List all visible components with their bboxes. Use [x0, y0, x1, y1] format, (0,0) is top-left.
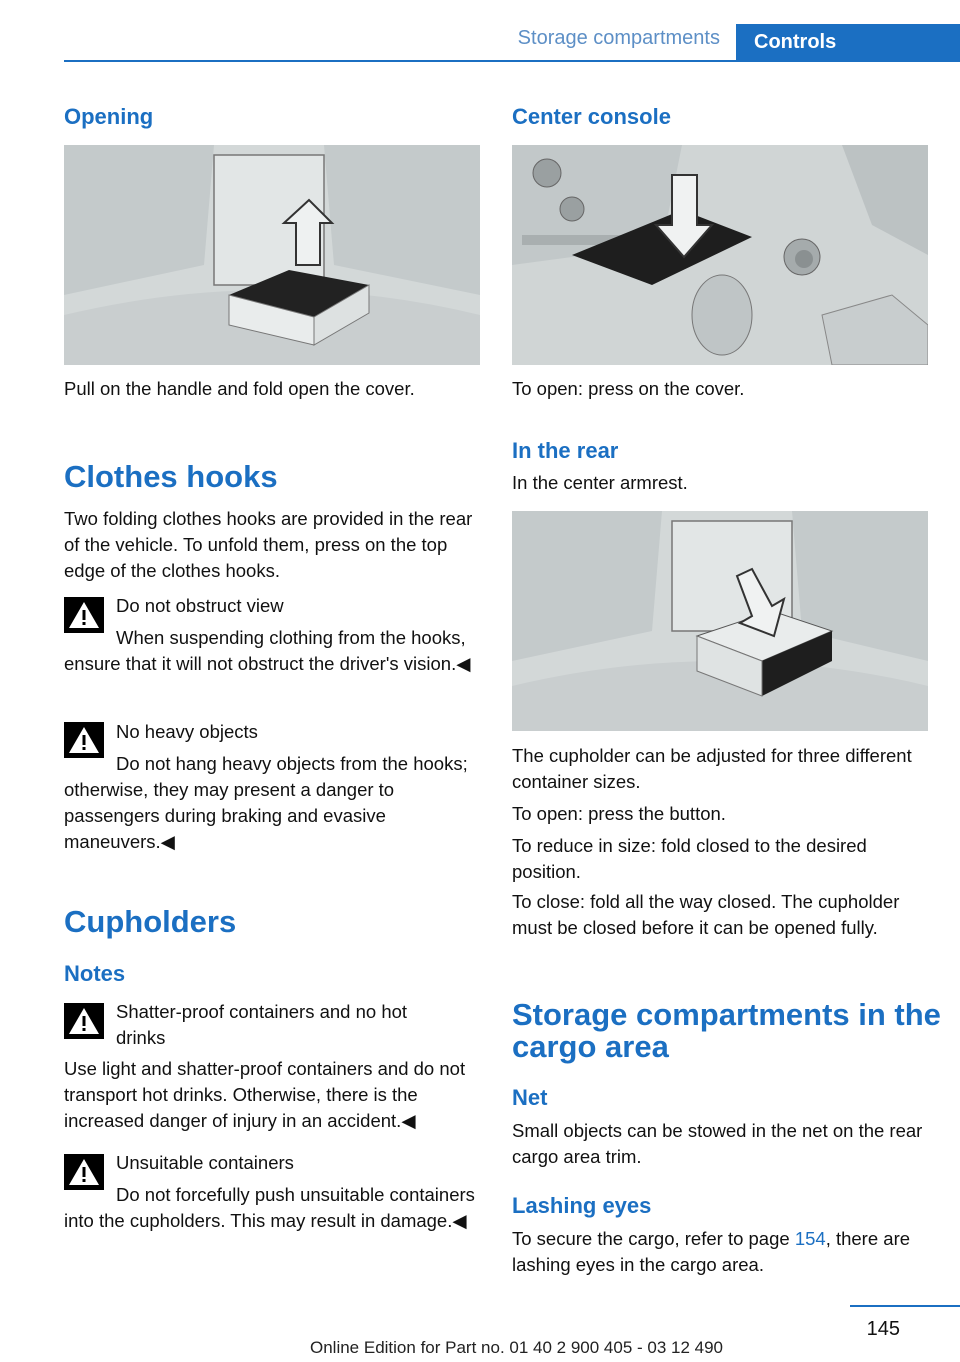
armrest-opening-image	[64, 145, 480, 365]
lashing-eyes-text	[512, 1226, 932, 1278]
header-section-title: Storage compartments	[517, 27, 720, 49]
opening-heading: Opening	[64, 104, 154, 129]
lashing-eyes-text-a: To secure the cargo, refer to page	[512, 1228, 795, 1249]
center-console-image	[512, 145, 928, 365]
center-console-heading: Center console	[512, 104, 671, 129]
warning-title-shatterproof: Shatter-proof containers and no hot drinks	[116, 1001, 408, 1048]
footer-rule	[850, 1305, 960, 1307]
clothes-hooks-text: Two folding clothes hooks are provided in the rear of the vehicle. To unfold them, press on the top edge of the clothes hooks.	[64, 508, 473, 581]
cargo-storage-heading: Storage compartments in the cargo area	[512, 997, 941, 1064]
warning-title-heavy: No heavy objects	[116, 721, 258, 742]
cupholders-heading: Cupholders	[64, 904, 237, 939]
header-chapter-tab	[736, 24, 960, 62]
warning-text-obstruct: When suspending clothing from the hooks, ensure that it will not obstruct the driver's vision.◀	[64, 627, 471, 674]
notes-heading: Notes	[64, 961, 126, 986]
lashing-eyes-heading: Lashing eyes	[512, 1193, 652, 1218]
page-number: 145	[866, 1318, 900, 1340]
warning-icon	[64, 1003, 104, 1039]
cupholder-close-text: To close: fold all the way closed. The cupholder must be closed before it can be opened fully.	[512, 891, 900, 938]
warning-text-unsuitable: Do not forcefully push unsuitable containers into the cupholders. This may result in damage.◀	[64, 1184, 475, 1231]
center-console-text: To open: press on the cover.	[512, 378, 745, 399]
opening-text: Pull on the handle and fold open the cover.	[64, 378, 415, 399]
cupholder-open-text: To open: press the button.	[512, 803, 726, 824]
in-the-rear-text: In the center armrest.	[512, 472, 688, 493]
footer-edition: Online Edition for Part no. 01 40 2 900 405 - 03 12 490	[310, 1338, 724, 1357]
warning-text-heavy: Do not hang heavy objects from the hooks; otherwise, they may present a danger to passengers during braking and evasive maneuvers.◀	[64, 753, 468, 852]
warning-text-shatterproof: Use light and shatter-proof containers and do not transport hot drinks. Otherwise, there is the increased danger of injury in an accident.◀	[64, 1058, 466, 1131]
warning-title-unsuitable: Unsuitable containers	[116, 1152, 294, 1173]
net-text: Small objects can be stowed in the net on the rear cargo area trim.	[512, 1120, 923, 1167]
rear-cupholder-image	[512, 511, 928, 731]
warning-title-obstruct: Do not obstruct view	[116, 595, 284, 616]
in-the-rear-heading: In the rear	[512, 438, 619, 463]
clothes-hooks-heading: Clothes hooks	[64, 459, 278, 494]
cupholder-sizes-text: The cupholder can be adjusted for three different container sizes.	[512, 745, 912, 792]
cupholder-reduce-text: To reduce in size: fold closed to the desired position.	[512, 835, 867, 882]
lashing-eyes-text-b: , there are lashing eyes in the cargo area.	[512, 1228, 911, 1275]
header-rule	[64, 60, 960, 62]
header-chapter-label: Controls	[754, 31, 837, 53]
page-154-link[interactable]: 154	[794, 1228, 826, 1249]
net-heading: Net	[512, 1085, 548, 1110]
